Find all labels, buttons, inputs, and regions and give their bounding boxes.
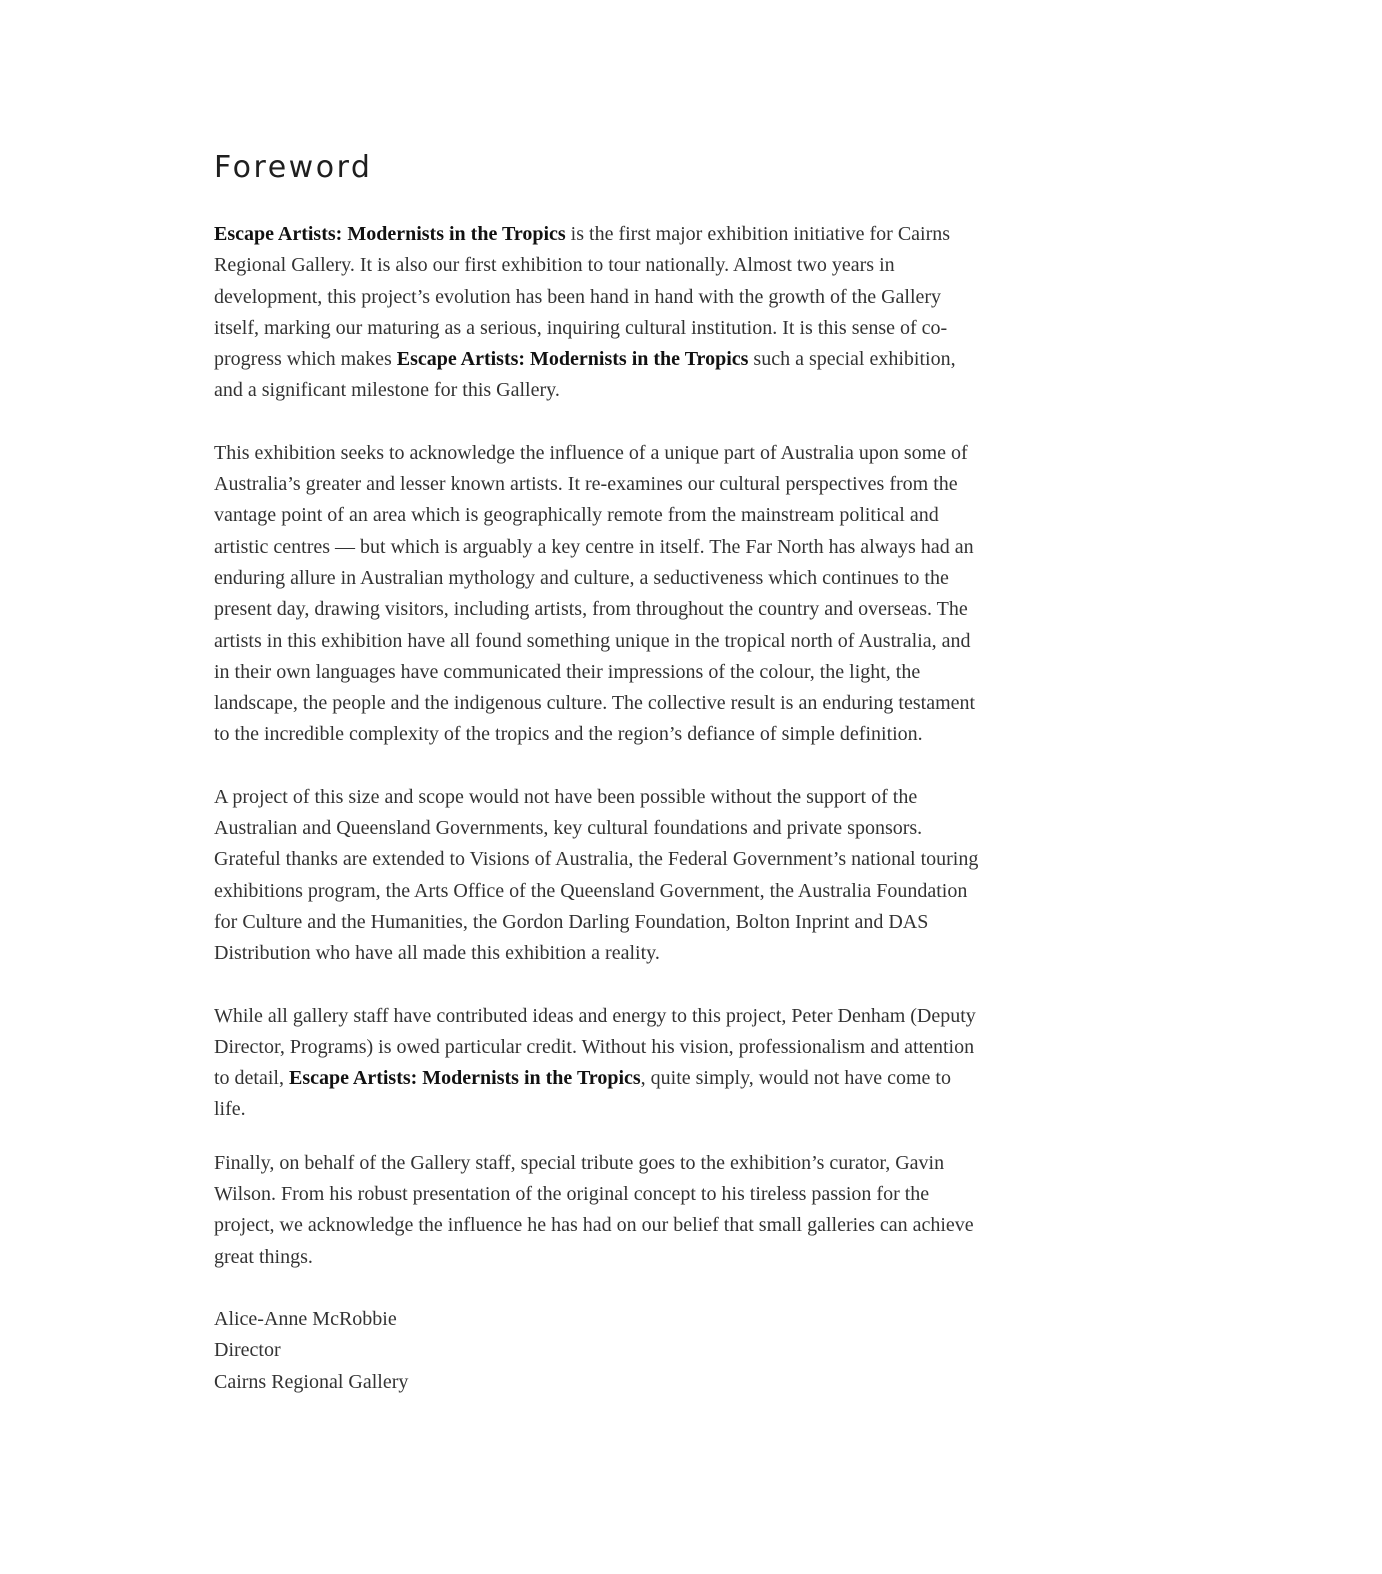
exhibition-title-bold: Escape Artists: Modernists in the Tropics — [396, 348, 749, 371]
page-title: Foreword — [214, 150, 373, 185]
paragraph-intro — [214, 219, 984, 407]
exhibition-title-bold: Escape Artists: Modernists in the Tropics — [214, 223, 566, 245]
paragraph-staff — [214, 1001, 984, 1126]
paragraph-text: , quite simply, would not have come to life. — [214, 1067, 951, 1121]
paragraph-text: is the first major exhibition initiative for Cairns Regional Gallery. It is also our first exhibition to tour nationally. Almost two years in development, this project’s evolution has been hand in hand with the growth of the Gallery itself, marking our maturing as a serious, inquiring cultural institution. It is this sense of co-progress which makes — [214, 223, 951, 371]
signature-block — [214, 1304, 984, 1398]
paragraph-exhibition: This exhibition seeks to acknowledge the influence of a unique part of Australia upon some of Australia’s greater and lesser known artists. It re-examines our cultural perspectives from the vantage point of an area which is geographically remote from the mainstream political and artistic centres — but which is arguably a key centre in itself. The Far North has always had an enduring allure in Australian mythology and culture, a seductiveness which continues to the present day, drawing visitors, including artists, from throughout the country and overseas. The artists in this exhibition have all found something unique in the tropical north of Australia, and in their own languages have communicated their impressions of the colour, the light, the landscape, the people and the indigenous culture. The collective result is an enduring testament to the incredible complexity of the tropics and the region’s defiance of simple definition. — [214, 441, 976, 746]
paragraph-text: such a special exhibition, and a significant milestone for this Gallery. — [214, 348, 956, 402]
foreword-page — [214, 150, 984, 1398]
signature-organization: Cairns Regional Gallery — [214, 1370, 409, 1393]
paragraph-text: While all gallery staff have contributed ideas and energy to this project, Peter Denham (Deputy Director, Programs) is owed particular credit. Without his vision, professionalism and attention to detail, — [214, 1004, 976, 1090]
signature-name: Alice-Anne McRobbie — [214, 1307, 397, 1330]
paragraph-curator: Finally, on behalf of the Gallery staff, special tribute goes to the exhibition’s curator, Gavin Wilson. From his robust presentation of the original concept to his tireless passion for the project, we acknowledge the influence he has had on our belief that small galleries can achieve great things. — [214, 1151, 974, 1268]
exhibition-title-bold: Escape Artists: Modernists in the Tropics — [288, 1067, 641, 1090]
paragraph-thanks: A project of this size and scope would not have been possible without the support of the Australian and Queensland Governments, key cultural foundations and private sponsors. Grateful thanks are extended to Visions of Australia, the Federal Government’s national touring exhibitions program, the Arts Office of the Queensland Government, the Australia Foundation for Culture and the Humanities, the Gordon Darling Foundation, Bolton Inprint and DAS Distribution who have all made this exhibition a reality. — [214, 785, 979, 965]
signature-role: Director — [214, 1339, 281, 1362]
